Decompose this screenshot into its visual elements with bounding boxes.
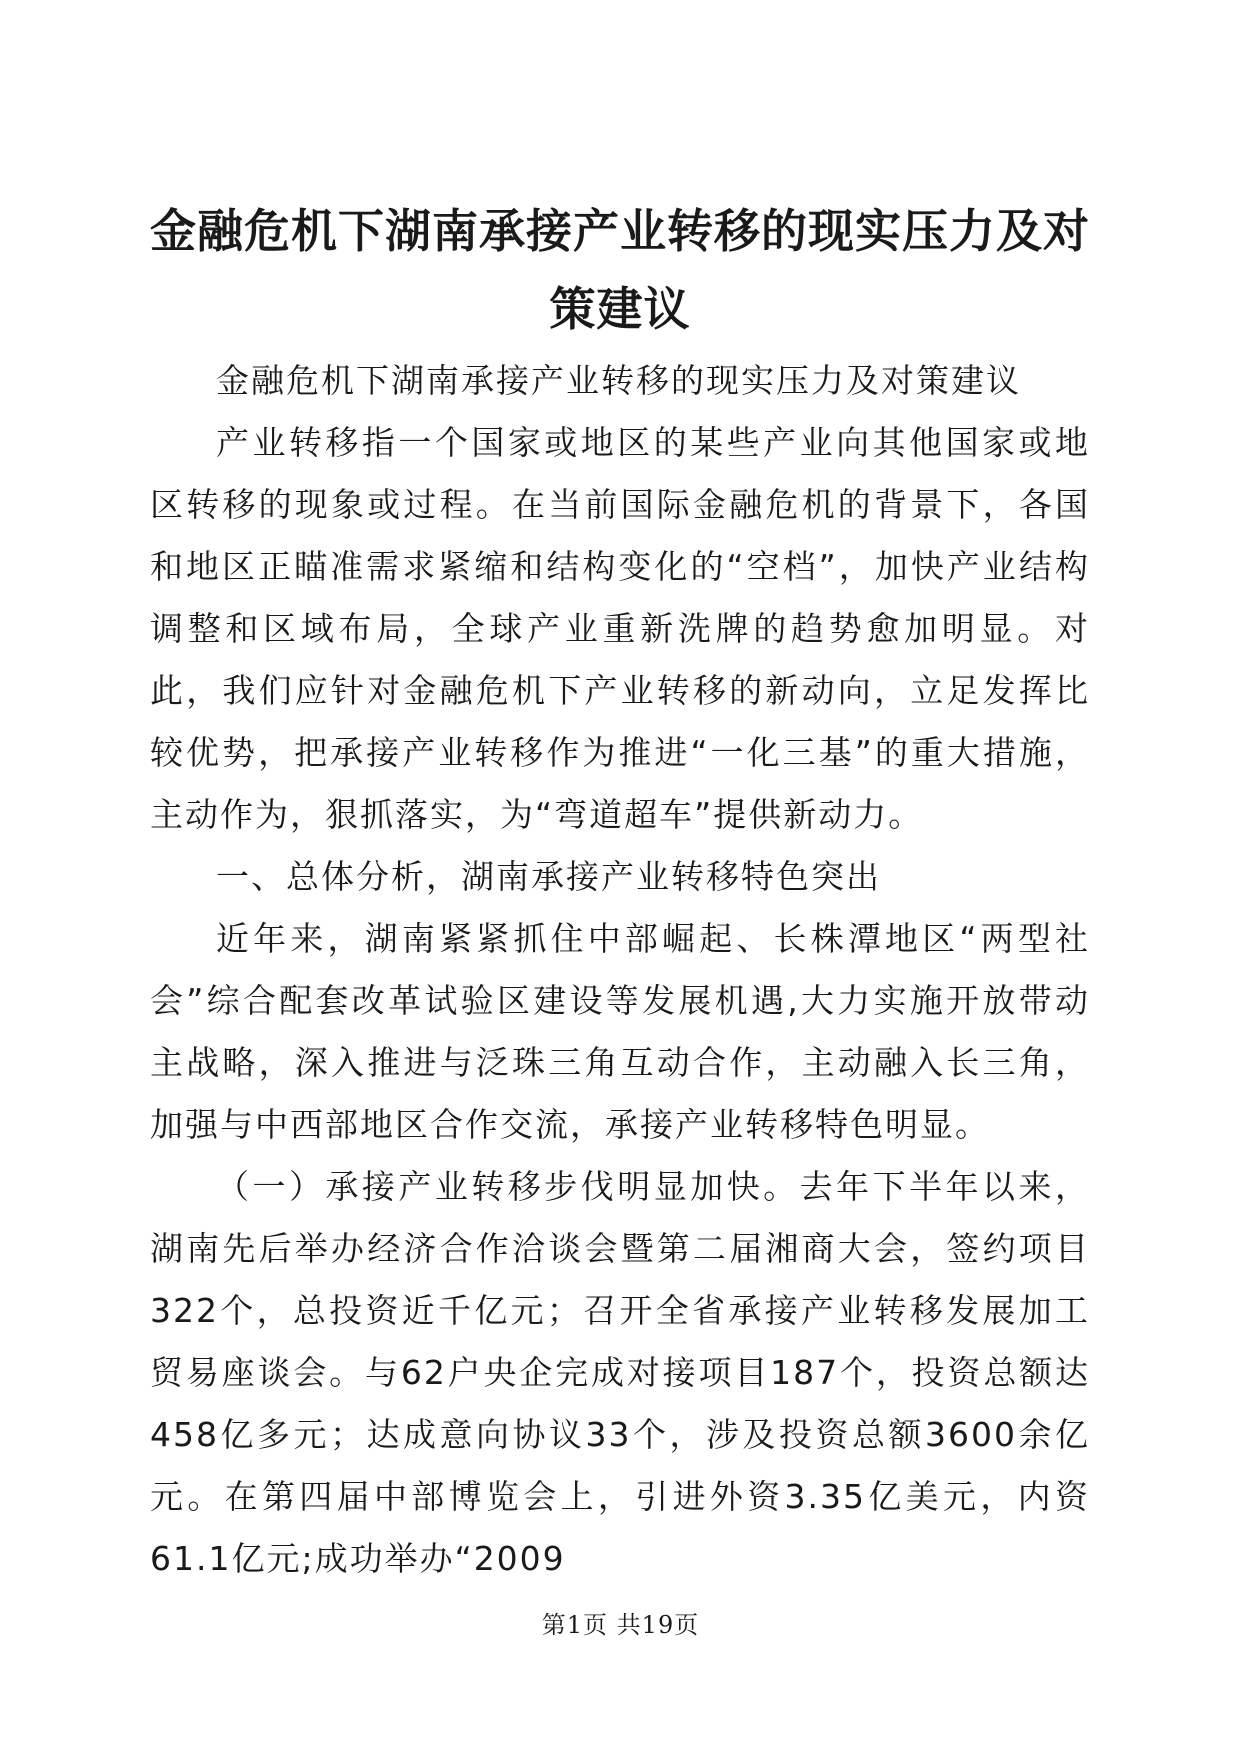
paragraph-overview: 近年来，湖南紧紧抓住中部崛起、长株潭地区“两型社会”综合配套改革试验区建设等发展机遇,大力实施开放带动主战略，深入推进与泛珠三角互动合作，主动融入长三角，加强与中西部地区合作交流，承接产业转移特色明显。 xyxy=(150,919,1090,1144)
section-heading: 一、总体分析，湖南承接产业转移特色突出 xyxy=(216,857,881,896)
paragraph-subtitle: 金融危机下湖南承接产业转移的现实压力及对策建议 xyxy=(216,361,1021,400)
document-title: 金融危机下湖南承接产业转移的现实压力及对策建议 xyxy=(150,204,1090,336)
paragraph-point-one: （一）承接产业转移步伐明显加快。去年下半年以来，湖南先后举办经济合作洽谈会暨第二届湘商大会，签约项目322个，总投资近千亿元；召开全省承接产业转移发展加工贸易座谈会。与62户央企完成对接项目187个，投资总额达458亿多元；达成意向协议33个，涉及投资总额3600余亿元。在第四届中部博览会上，引进外资3.35亿美元，内资61.1亿元;成功举办“2009 xyxy=(150,1167,1090,1578)
paragraph-intro: 产业转移指一个国家或地区的某些产业向其他国家或地区转移的现象或过程。在当前国际金融危机的背景下，各国和地区正瞄准需求紧缩和结构变化的“空档”，加快产业结构调整和区域布局，全球产业重新洗牌的趋势愈加明显。对此，我们应针对金融危机下产业转移的新动向，立足发挥比较优势，把承接产业转移作为推进“一化三基”的重大措施，主动作为，狠抓落实，为“弯道超车”提供新动力。 xyxy=(150,423,1090,834)
document-body xyxy=(150,350,1090,1590)
page-footer: 第1页 共19页 xyxy=(541,1611,700,1639)
